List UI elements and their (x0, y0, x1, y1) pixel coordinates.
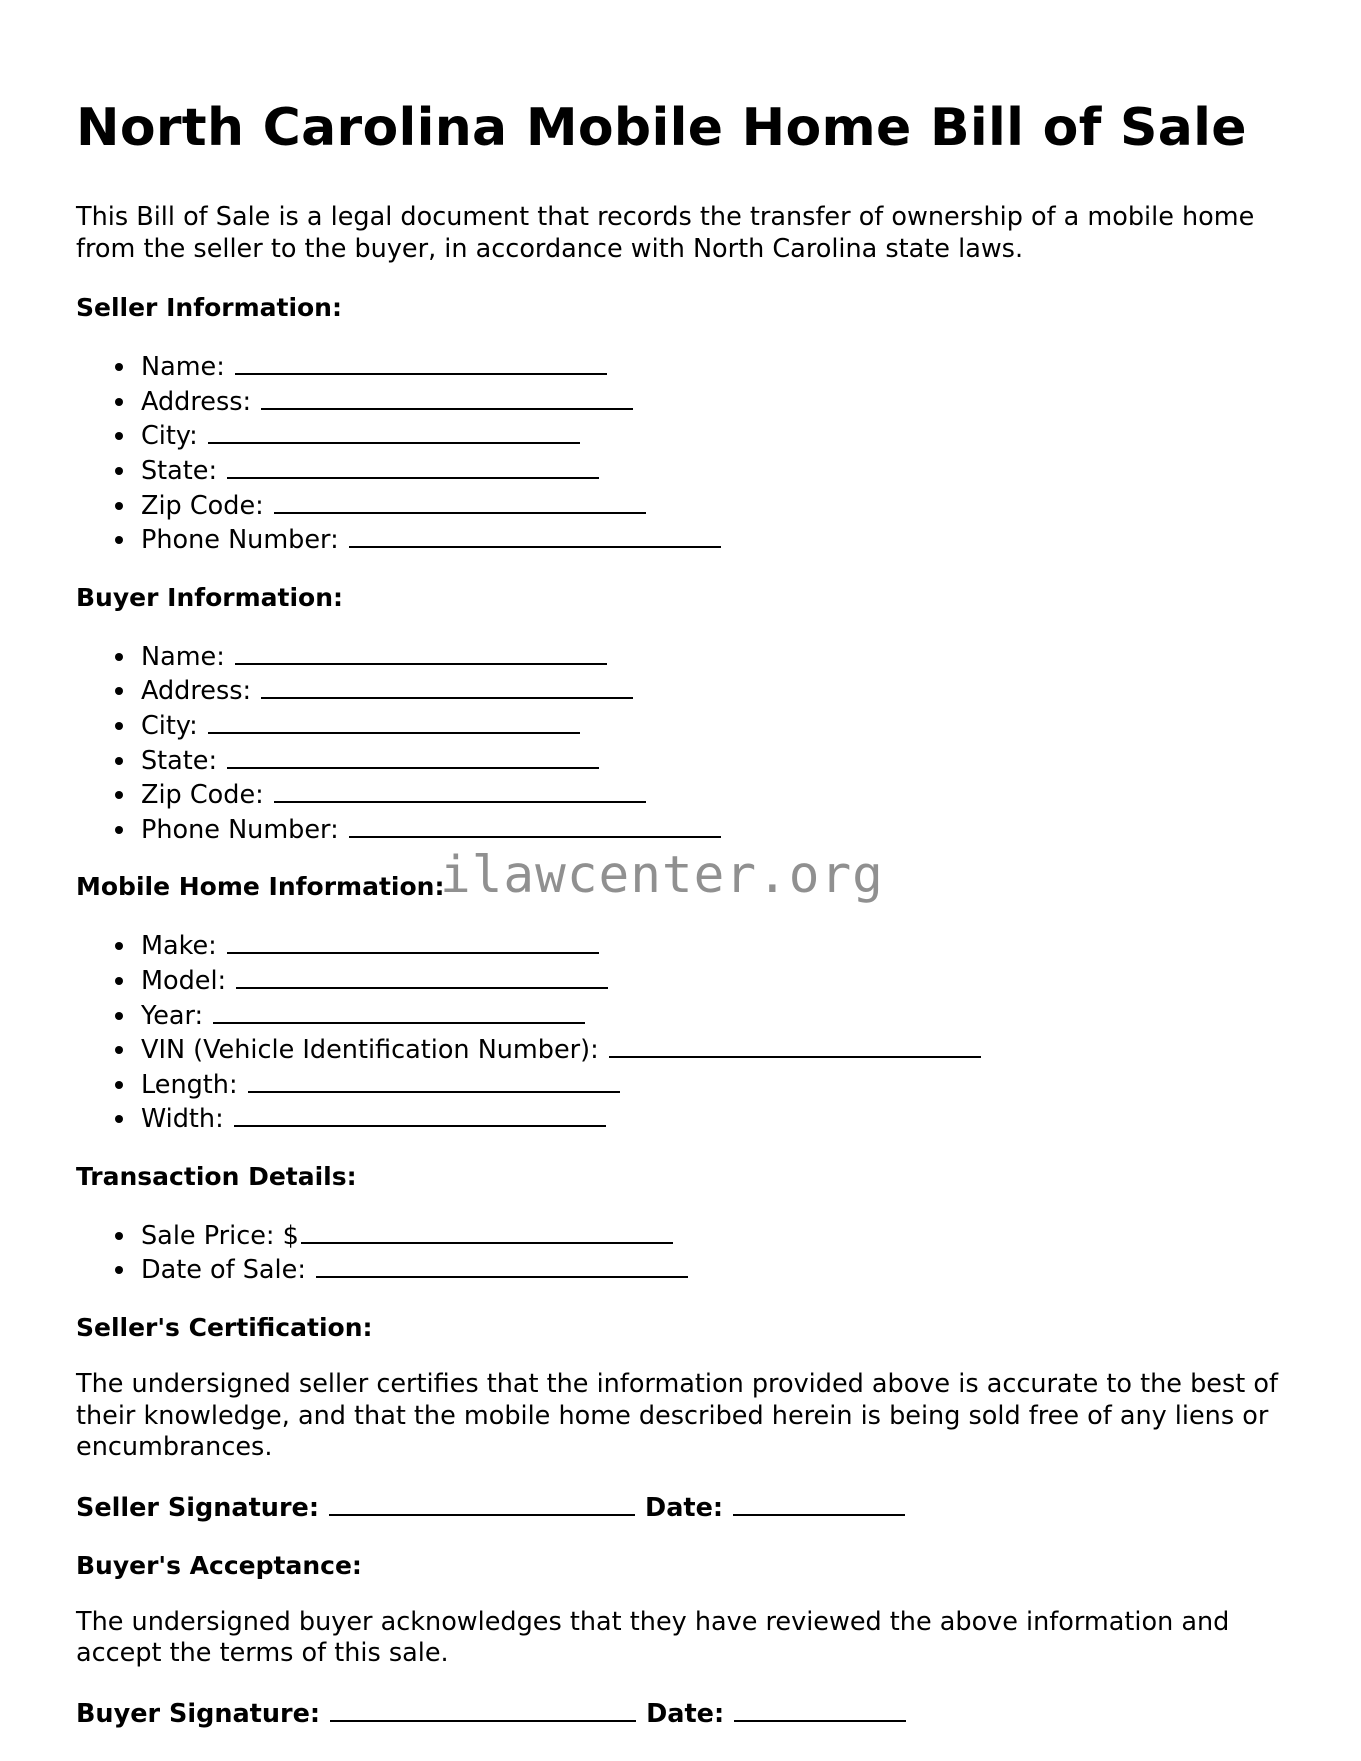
field-label: Length: (141, 1069, 238, 1100)
sale-price-blank[interactable] (301, 1218, 673, 1244)
buyer-phone-blank[interactable] (349, 812, 721, 838)
seller-signature-blank[interactable] (329, 1490, 635, 1516)
list-item (76, 639, 1296, 674)
home-width-blank[interactable] (234, 1101, 606, 1127)
seller-name-blank[interactable] (235, 349, 607, 375)
field-label: Model: (141, 965, 227, 996)
home-length-blank[interactable] (248, 1067, 620, 1093)
list-item (76, 963, 1296, 998)
list-item (76, 453, 1296, 488)
field-label: Make: (141, 931, 217, 962)
buyer-acceptance-heading: Buyer's Acceptance: (76, 1550, 362, 1580)
bullet-icon (115, 826, 123, 834)
field-label: City: (141, 710, 198, 741)
buyer-acceptance-text: The undersigned buyer acknowledges that they have reviewed the above information and accept the terms of this sale. (76, 1606, 1230, 1669)
list-item (76, 522, 1296, 557)
bullet-icon (115, 536, 123, 544)
buyer-address-blank[interactable] (261, 673, 633, 699)
list-item (76, 673, 1296, 708)
bill-of-sale-document (76, 92, 1296, 1755)
watermark: ilawcenter.org (440, 846, 884, 905)
field-label: Address: (141, 676, 252, 707)
field-label: Width: (141, 1104, 224, 1135)
buyer-signature-blank[interactable] (330, 1696, 636, 1722)
transaction-details-heading: Transaction Details: (76, 1161, 357, 1191)
document-title: North Carolina Mobile Home Bill of Sale (76, 98, 1247, 158)
bullet-icon (115, 467, 123, 475)
bullet-icon (115, 791, 123, 799)
list-item (76, 488, 1296, 523)
buyer-state-blank[interactable] (227, 743, 599, 769)
list-item (76, 1032, 1296, 1067)
seller-city-blank[interactable] (208, 418, 580, 444)
seller-address-blank[interactable] (261, 384, 633, 410)
field-label: VIN (Vehicle Identification Number): (141, 1035, 599, 1066)
home-vin-blank[interactable] (609, 1032, 981, 1058)
buyer-name-blank[interactable] (235, 639, 607, 665)
field-label: Phone Number: (141, 814, 339, 845)
field-label: Address: (141, 386, 252, 417)
seller-date-label: Date: (645, 1492, 724, 1523)
buyer-date-blank[interactable] (734, 1696, 906, 1722)
seller-fields-list (76, 349, 1296, 557)
field-label: State: (141, 455, 218, 486)
list-item (76, 418, 1296, 453)
list-item (76, 1252, 1296, 1287)
bullet-icon (115, 363, 123, 371)
bullet-icon (115, 687, 123, 695)
list-item (76, 928, 1296, 963)
buyer-information-heading: Buyer Information: (76, 582, 344, 612)
list-item (76, 998, 1296, 1033)
list-item (76, 1067, 1296, 1102)
seller-zip-blank[interactable] (274, 488, 646, 514)
date-of-sale-blank[interactable] (316, 1252, 688, 1278)
list-item (76, 708, 1296, 743)
list-item (76, 1218, 1296, 1253)
bullet-icon (115, 757, 123, 765)
list-item (76, 777, 1296, 812)
bullet-icon (115, 1081, 123, 1089)
seller-state-blank[interactable] (227, 453, 599, 479)
list-item (76, 812, 1296, 847)
field-label: State: (141, 745, 218, 776)
buyer-fields-list (76, 639, 1296, 847)
field-label: Phone Number: (141, 525, 339, 556)
buyer-city-blank[interactable] (208, 708, 580, 734)
seller-signature-label: Seller Signature: (76, 1492, 320, 1523)
field-label: Zip Code: (141, 490, 264, 521)
home-year-blank[interactable] (213, 998, 585, 1024)
field-label: Zip Code: (141, 780, 264, 811)
seller-signature-line (76, 1490, 1296, 1525)
buyer-signature-label: Buyer Signature: (76, 1699, 321, 1730)
buyer-signature-line (76, 1696, 1296, 1731)
mobile-home-fields-list (76, 928, 1296, 1136)
list-item (76, 384, 1296, 419)
bullet-icon (115, 1232, 123, 1240)
bullet-icon (115, 398, 123, 406)
list-item (76, 1101, 1296, 1136)
seller-certification-text: The undersigned seller certifies that the information provided above is accurate to the best of their knowledge, and that the mobile home described herein is being sold free of any liens or encumbrances. (76, 1369, 1278, 1463)
field-label: City: (141, 421, 198, 452)
seller-phone-blank[interactable] (349, 522, 721, 548)
bullet-icon (115, 1266, 123, 1274)
mobile-home-information-heading: Mobile Home Information: (76, 872, 445, 902)
intro-paragraph: This Bill of Sale is a legal document that records the transfer of ownership of a mobile home from the seller to the buyer, in accordance with North Carolina state laws. (76, 202, 1255, 264)
bullet-icon (115, 1012, 123, 1020)
bullet-icon (115, 502, 123, 510)
field-label: Sale Price: $ (141, 1220, 299, 1251)
list-item (76, 743, 1296, 778)
bullet-icon (115, 1115, 123, 1123)
list-item (76, 349, 1296, 384)
seller-information-heading: Seller Information: (76, 293, 342, 323)
bullet-icon (115, 722, 123, 730)
field-label: Name: (141, 352, 225, 383)
bullet-icon (115, 942, 123, 950)
field-label: Name: (141, 641, 225, 672)
seller-certification-heading: Seller's Certification: (76, 1313, 373, 1343)
home-model-blank[interactable] (236, 963, 608, 989)
field-label: Date of Sale: (141, 1255, 306, 1286)
field-label: Year: (141, 1000, 204, 1031)
seller-date-blank[interactable] (733, 1490, 905, 1516)
buyer-date-label: Date: (646, 1699, 725, 1730)
home-make-blank[interactable] (227, 928, 599, 954)
bullet-icon (115, 1046, 123, 1054)
bullet-icon (115, 432, 123, 440)
bullet-icon (115, 653, 123, 661)
buyer-zip-blank[interactable] (274, 777, 646, 803)
transaction-fields-list (76, 1218, 1296, 1287)
bullet-icon (115, 977, 123, 985)
